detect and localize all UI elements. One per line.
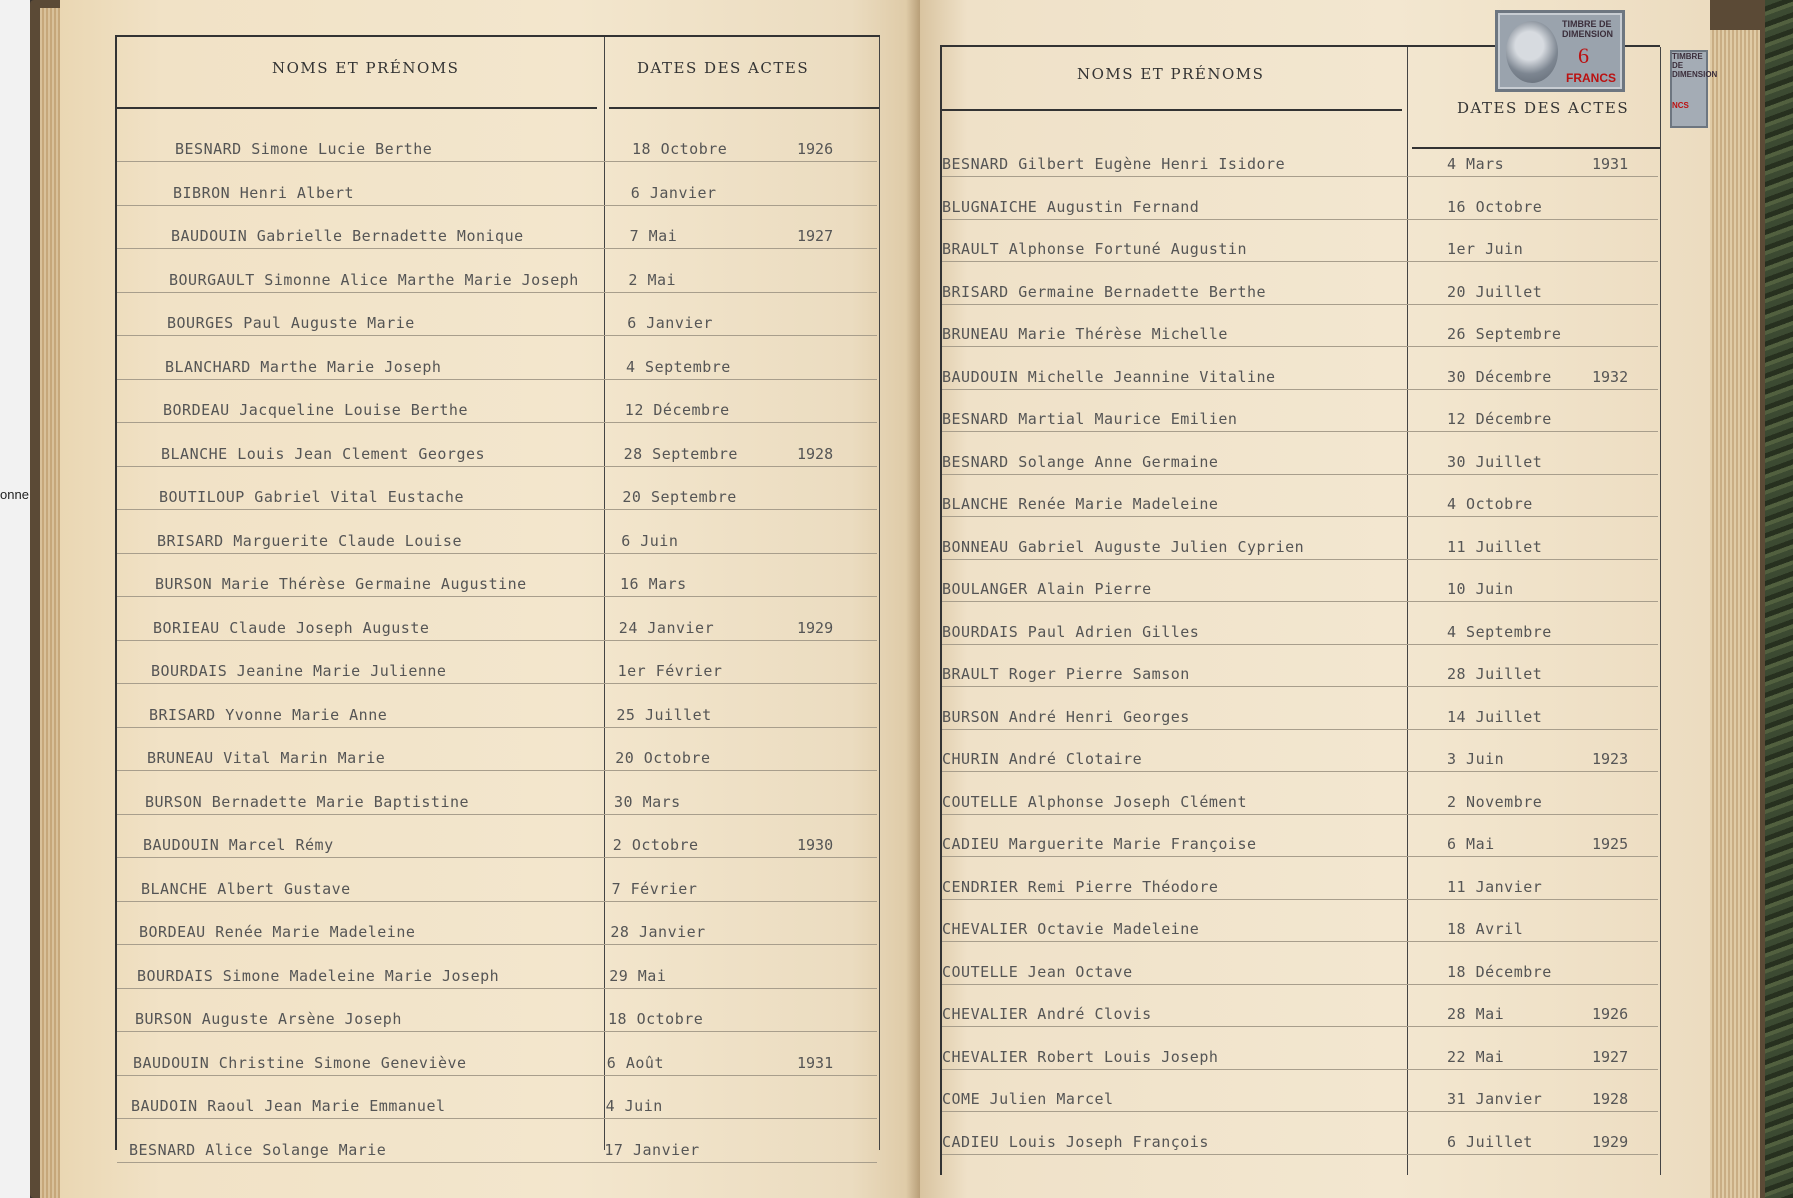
entry-name: CENDRIER Remi Pierre Théodore: [942, 877, 1219, 896]
ledger-row: [117, 949, 877, 989]
entry-date: 28 Janvier: [610, 923, 706, 941]
entry-year: 1929: [797, 618, 834, 637]
entry-name: BRAULT Alphonse Fortuné Augustin: [942, 240, 1247, 258]
ledger-row: [942, 520, 1658, 560]
entry-name: CADIEU Marguerite Marie Françoise: [942, 835, 1257, 853]
names-column-header: NOMS ET PRÉNOMS: [272, 59, 460, 77]
entry-name: BLANCHARD Marthe Marie Joseph: [165, 357, 442, 376]
entry-date: 7 Mai: [629, 227, 678, 245]
column-divider: [879, 37, 880, 1150]
entry-date: 14 Juillet: [1447, 707, 1543, 726]
entry-date: 16 Mars: [620, 575, 687, 593]
ledger-row: [117, 470, 877, 510]
ledger-row: [117, 383, 877, 423]
ledger-row: [117, 296, 877, 336]
entry-name: BONNEAU Gabriel Auguste Julien Cyprien: [942, 537, 1305, 556]
ledger-row: [942, 435, 1658, 475]
ledger-row: [942, 605, 1658, 645]
entry-year: 1926: [1592, 1005, 1629, 1023]
entry-year: 1929: [1592, 1132, 1629, 1151]
ledger-row: [117, 427, 877, 467]
names-column-header: NOMS ET PRÉNOMS: [1077, 65, 1265, 83]
entry-date: 4 Septembre: [1447, 622, 1552, 641]
fiscal-stamp-partial: [1670, 50, 1718, 128]
marianne-medallion-icon: [1506, 21, 1558, 83]
entry-name: BORDEAU Renée Marie Madeleine: [139, 923, 416, 941]
entry-date: 20 Octobre: [615, 749, 711, 767]
entry-date: 6 Juillet: [1447, 1132, 1533, 1151]
left-edge-strip: [0, 0, 30, 1198]
entry-year: 1928: [797, 444, 834, 463]
entry-year: 1927: [797, 227, 834, 245]
ledger-row: [942, 477, 1658, 517]
ledger-row: [117, 862, 877, 902]
entry-date: 20 Septembre: [622, 488, 737, 506]
entry-date: 4 Octobre: [1447, 495, 1533, 513]
entry-name: BOURGAULT Simonne Alice Marthe Marie Joseph: [169, 270, 579, 289]
entry-date: 17 Janvier: [604, 1140, 700, 1159]
header-rule: [117, 107, 597, 109]
entry-name: BAUDOUIN Marcel Rémy: [143, 836, 334, 854]
entry-date: 18 Décembre: [1447, 962, 1552, 981]
ledger-row: [117, 1079, 877, 1119]
entry-name: BURSON Auguste Arsène Joseph: [135, 1010, 402, 1028]
entry-year: 1930: [797, 836, 834, 854]
entry-year: 1932: [1592, 367, 1629, 386]
stamp-currency: FRANCS: [1566, 71, 1616, 85]
entry-date: 25 Juillet: [616, 705, 712, 724]
entry-date: 31 Janvier: [1447, 1090, 1543, 1108]
entry-name: CHEVALIER Octavie Madeleine: [942, 920, 1200, 938]
entry-name: BLANCHE Albert Gustave: [141, 879, 351, 898]
ledger-row: [117, 688, 877, 728]
stamp-line1: TIMBRE DE: [1562, 19, 1612, 29]
entry-name: BRISARD Yvonne Marie Anne: [149, 705, 388, 724]
ledger-row: [117, 253, 877, 293]
entry-date: 28 Septembre: [623, 444, 738, 463]
entry-date: 11 Juillet: [1447, 537, 1543, 556]
entry-date: 24 Janvier: [618, 618, 715, 637]
entry-date: 4 Mars: [1447, 155, 1505, 173]
entry-date: 6 Janvier: [627, 314, 713, 332]
entry-name: COUTELLE Alphonse Joseph Clément: [942, 792, 1247, 811]
entry-date: 1er Juin: [1447, 240, 1524, 258]
dates-column-header: DATES DES ACTES: [1457, 99, 1630, 117]
marbled-cover-edge: [1765, 0, 1793, 1198]
ledger-row: [117, 166, 877, 206]
entry-date: 30 Juillet: [1447, 452, 1543, 471]
left-ledger-table: [115, 35, 880, 1159]
entry-name: BAUDOUIN Gabrielle Bernadette Monique: [171, 227, 524, 245]
entry-date: 6 Janvier: [630, 183, 717, 202]
entry-date: 10 Juin: [1447, 580, 1514, 598]
entry-name: CADIEU Louis Joseph François: [942, 1132, 1209, 1151]
ledger-row: [117, 1123, 877, 1163]
entry-date: 11 Janvier: [1447, 877, 1543, 896]
entry-date: 29 Mai: [609, 966, 667, 985]
ledger-row: [942, 987, 1658, 1027]
entry-date: 28 Juillet: [1447, 665, 1543, 683]
entry-date: 6 Mai: [1447, 835, 1495, 853]
ledger-row: [117, 775, 877, 815]
entry-date: 30 Décembre: [1447, 367, 1552, 386]
stamp2-line2: DIMENSION: [1672, 70, 1718, 79]
entry-date: 7 Février: [611, 879, 698, 898]
ledger-row: [942, 180, 1658, 220]
ledger-row: [117, 209, 877, 249]
ledger-row: [942, 732, 1658, 772]
entry-date: 28 Mai: [1447, 1005, 1505, 1023]
entry-name: BORDEAU Jacqueline Louise Berthe: [163, 401, 468, 419]
right-page: [920, 0, 1718, 1198]
entry-name: BOURGES Paul Auguste Marie: [167, 314, 415, 332]
column-divider: [1660, 47, 1661, 1175]
entry-date: 26 Septembre: [1447, 325, 1562, 343]
ledger-row: [942, 392, 1658, 432]
entry-name: CHEVALIER André Clovis: [942, 1005, 1152, 1023]
dates-column-header: DATES DES ACTES: [637, 59, 810, 77]
entry-name: BOUTILOUP Gabriel Vital Eustache: [159, 488, 464, 506]
ledger-row: [117, 557, 877, 597]
ledger-row: [942, 775, 1658, 815]
entry-name: CHEVALIER Robert Louis Joseph: [942, 1047, 1219, 1066]
entry-date: 22 Mai: [1447, 1047, 1505, 1066]
entry-name: BRISARD Germaine Bernadette Berthe: [942, 282, 1267, 301]
fiscal-stamp: [1495, 10, 1625, 92]
ledger-row: [942, 945, 1658, 985]
stamp2-line1: TIMBRE DE: [1672, 52, 1703, 70]
entry-date: 2 Mai: [628, 270, 677, 289]
entry-date: 12 Décembre: [624, 401, 730, 419]
entry-name: BAUDOUIN Christine Simone Geneviève: [133, 1053, 467, 1072]
entry-year: 1927: [1592, 1047, 1629, 1066]
entry-date: 4 Juin: [605, 1097, 663, 1115]
entry-name: BESNARD Simone Lucie Berthe: [175, 140, 433, 158]
left-page: [60, 0, 920, 1198]
ledger-row: [942, 902, 1658, 942]
ledger-row: [942, 860, 1658, 900]
entry-name: BURSON André Henri Georges: [942, 707, 1190, 726]
entry-name: BRUNEAU Marie Thérèse Michelle: [942, 325, 1228, 343]
entry-year: 1928: [1592, 1090, 1629, 1108]
stamp2-currency: NCS: [1672, 101, 1689, 110]
entry-name: BRUNEAU Vital Marin Marie: [147, 749, 386, 767]
ledger-row: [117, 1036, 877, 1076]
ledger-row: [942, 222, 1658, 262]
entry-date: 18 Avril: [1447, 920, 1524, 938]
entry-date: 16 Octobre: [1447, 197, 1543, 216]
header-rule: [609, 107, 879, 109]
entry-date: 12 Décembre: [1447, 410, 1552, 428]
ledger-row: [942, 647, 1658, 687]
entry-name: BIBRON Henri Albert: [173, 183, 355, 202]
edge-text: onne: [0, 487, 29, 502]
ledger-row: [117, 818, 877, 858]
ledger-row: [117, 644, 877, 684]
entry-name: BAUDOUIN Michelle Jeannine Vitaline: [942, 367, 1276, 386]
entry-date: 6 Juin: [621, 531, 679, 550]
entry-date: 18 Octobre: [608, 1010, 704, 1028]
entry-year: 1923: [1592, 750, 1629, 768]
entry-name: BURSON Marie Thérèse Germaine Augustine: [155, 575, 527, 593]
ledger-row: [942, 307, 1658, 347]
header-rule: [942, 109, 1402, 111]
entry-name: BOULANGER Alain Pierre: [942, 580, 1152, 598]
entry-name: BOURDAIS Paul Adrien Gilles: [942, 622, 1200, 641]
ledger-row: [942, 137, 1658, 177]
entry-date: 6 Août: [606, 1053, 664, 1072]
ledger-row: [942, 690, 1658, 730]
entry-name: BRAULT Roger Pierre Samson: [942, 665, 1190, 683]
entry-name: BORIEAU Claude Joseph Auguste: [153, 618, 430, 637]
ledger-row: [117, 514, 877, 554]
entry-date: 18 Octobre: [632, 140, 728, 158]
ledger-row: [117, 601, 877, 641]
right-ledger-table: [940, 45, 1660, 1175]
ledger-row: [942, 350, 1658, 390]
entry-date: 1er Février: [617, 662, 723, 680]
ledger-row: [942, 817, 1658, 857]
ledger-row: [942, 265, 1658, 305]
stamp-value: 6: [1578, 43, 1589, 68]
ledger-row: [942, 1115, 1658, 1155]
ledger-row: [942, 1030, 1658, 1070]
entry-name: BLANCHE Renée Marie Madeleine: [942, 495, 1219, 513]
ledger-row: [117, 340, 877, 380]
entry-name: BESNARD Solange Anne Germaine: [942, 452, 1219, 471]
ledger-row: [942, 1072, 1658, 1112]
entry-name: BESNARD Martial Maurice Emilien: [942, 410, 1238, 428]
entry-name: BRISARD Marguerite Claude Louise: [157, 531, 462, 550]
stamp-line2: DIMENSION: [1562, 29, 1614, 39]
entry-name: BLUGNAICHE Augustin Fernand: [942, 197, 1200, 216]
entry-name: COME Julien Marcel: [942, 1090, 1114, 1108]
entry-date: 3 Juin: [1447, 750, 1505, 768]
entry-year: 1931: [1592, 155, 1629, 173]
ledger-row: [117, 122, 877, 162]
entry-date: 30 Mars: [614, 792, 681, 811]
ledger-row: [942, 562, 1658, 602]
entry-name: BAUDOIN Raoul Jean Marie Emmanuel: [131, 1097, 446, 1115]
entry-name: BESNARD Alice Solange Marie: [129, 1140, 387, 1159]
entry-name: COUTELLE Jean Octave: [942, 962, 1133, 981]
entry-name: BESNARD Gilbert Eugène Henri Isidore: [942, 155, 1286, 173]
entry-name: BURSON Bernadette Marie Baptistine: [145, 792, 470, 811]
entry-name: BOURDAIS Jeanine Marie Julienne: [151, 662, 447, 680]
entry-year: 1931: [797, 1053, 834, 1072]
ledger-row: [117, 992, 877, 1032]
ledger-row: [117, 731, 877, 771]
entry-date: 4 Septembre: [626, 357, 731, 376]
entry-name: BLANCHE Louis Jean Clement Georges: [161, 444, 486, 463]
entry-year: 1925: [1592, 835, 1629, 853]
entry-date: 2 Octobre: [612, 836, 699, 854]
entry-date: 2 Novembre: [1447, 792, 1543, 811]
ledger-row: [117, 905, 877, 945]
entry-year: 1926: [797, 140, 834, 158]
entry-date: 20 Juillet: [1447, 282, 1543, 301]
entry-name: CHURIN André Clotaire: [942, 750, 1143, 768]
entry-name: BOURDAIS Simone Madeleine Marie Joseph: [137, 966, 500, 985]
